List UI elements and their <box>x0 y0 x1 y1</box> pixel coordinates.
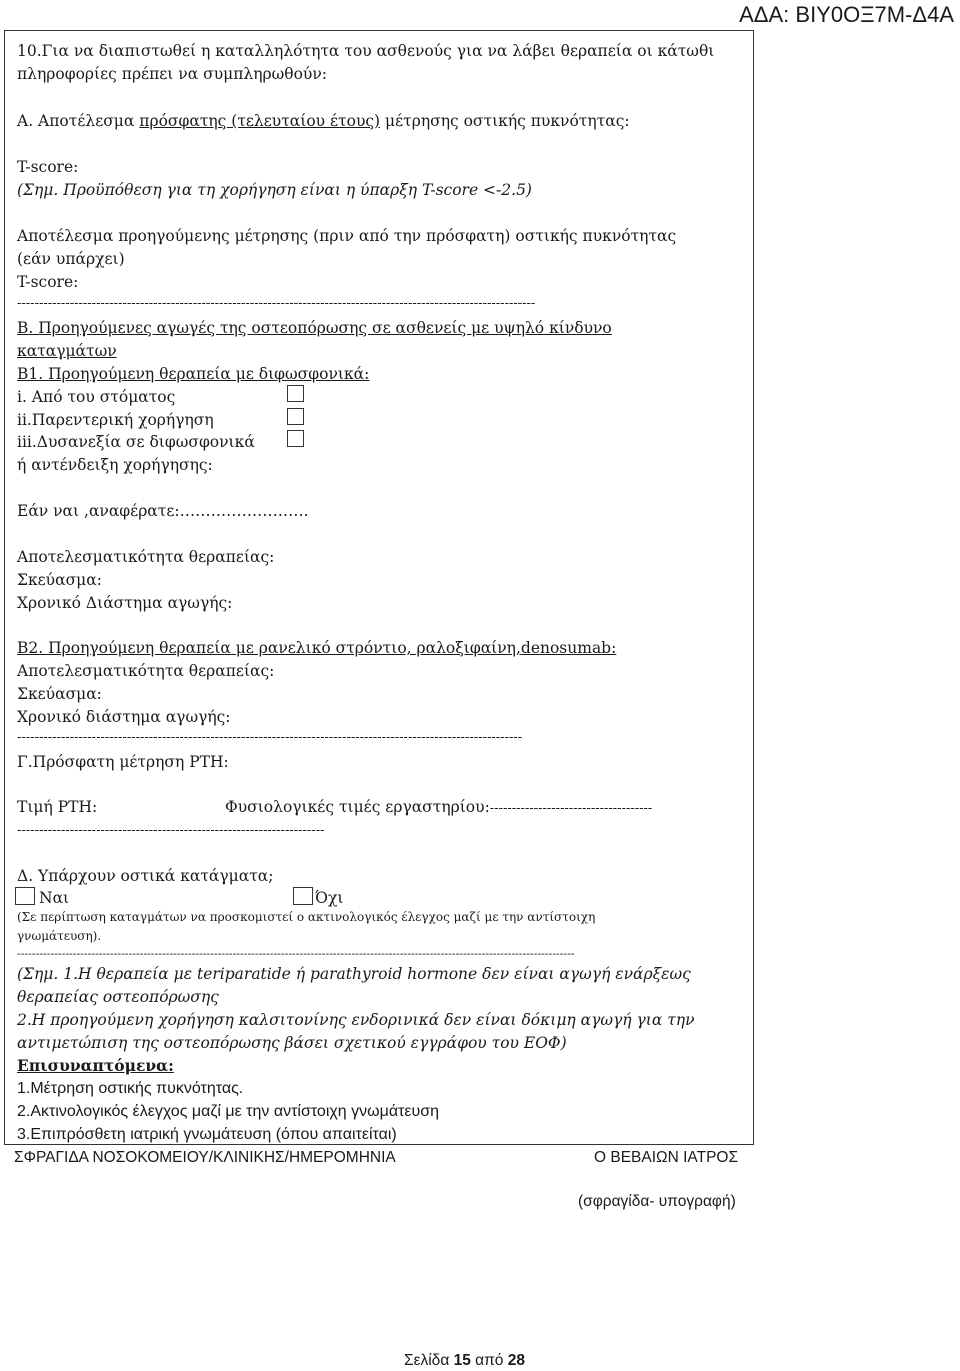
ada-code: ΑΔΑ: ΒΙΥ0ΟΞ7Μ-Δ4Α <box>739 2 954 27</box>
note1-line1: (Σημ. 1.Η θεραπεία με teriparatide ή parathyroid hormone δεν είναι αγωγή ενάρξεως <box>17 965 691 983</box>
sectionB-title1: Β. Προηγούμενες αγωγές της οστεοπόρωσης σε ασθενείς με υψηλό κίνδυνο <box>17 319 612 337</box>
page-number: Σελίδα 15 από 28 <box>404 1352 525 1369</box>
separator-3: ---------------------------------------------------------------------- <box>17 823 325 838</box>
pth-value-field: Τιμή PTH: <box>17 798 98 816</box>
checkbox-no[interactable] <box>293 887 313 905</box>
form-frame <box>4 30 754 1145</box>
attachment-3: 3.Επιπρόσθετη ιατρική γνωμάτευση (όπου απαιτείται) <box>17 1126 397 1143</box>
checkbox-yes[interactable] <box>15 887 35 905</box>
preparation-field: Σκεύασμα: <box>17 571 102 589</box>
section10-line1: 10.Για να διαπιστωθεί η καταλληλότητα του ασθενούς για να λάβει θεραπεία οι κάτωθι <box>17 42 715 60</box>
preparation2-field: Σκεύασμα: <box>17 685 102 703</box>
sectionB-title2: καταγμάτων <box>17 342 117 360</box>
fracture-note-line1: (Σε περίπτωση καταγμάτων να προσκομιστεί ο ακτινολογικός έλεγχος μαζί με την αντίστοιχη <box>17 910 596 924</box>
option-intolerance-cont: ή αντένδειξη χορήγησης: <box>17 456 213 474</box>
effectiveness-field: Αποτελεσματικότητα θεραπείας: <box>17 548 275 566</box>
signature-label: (σφραγίδα- υπογραφή) <box>578 1193 736 1210</box>
separator-1: ---------------------------------------------------------------------------------------------------------------------- <box>17 296 536 311</box>
hospital-stamp-label: ΣΦΡΑΓΙΔΑ ΝΟΣΟΚΟΜΕΙΟΥ/ΚΛΙΝΙΚΗΣ/ΗΜΕΡΟΜΗΝΙΑ <box>14 1149 396 1166</box>
period2-field: Χρονικό διάστημα αγωγής: <box>17 708 231 726</box>
option-intolerance: iii.Δυσανεξία σε διφωσφονικά <box>17 433 255 451</box>
checkbox-oral[interactable] <box>287 385 304 402</box>
note2-line2: αντιμετώπιση της οστεοπόρωσης βάσει σχετικού εγγράφου του ΕΟΦ) <box>17 1034 567 1052</box>
period-field: Χρονικό Διάστημα αγωγής: <box>17 594 233 612</box>
b2-title: Β2. Προηγούμενη θεραπεία με ρανελικό στρόντιο, ραλοξιφαίνη,denosumab: <box>17 639 617 657</box>
if-yes-field: Εάν ναι ,αναφέρατε:……………………. <box>17 502 309 520</box>
no-label: Όχι <box>315 889 344 907</box>
doctor-label: Ο ΒΕΒΑΙΩΝ ΙΑΤΡΟΣ <box>594 1149 739 1166</box>
attachment-1: 1.Μέτρηση οστικής πυκνότητας. <box>17 1080 244 1097</box>
sectionA-title: Α. Αποτέλεσμα πρόσφατης (τελευταίου έτους) μέτρησης οστικής πυκνότητας: <box>17 112 630 130</box>
effectiveness2-field: Αποτελεσματικότητα θεραπείας: <box>17 662 275 680</box>
prev-measure-line1: Αποτέλεσμα προηγούμενης μέτρησης (πριν από την πρόσφατη) οστικής πυκνότητας <box>17 227 677 245</box>
section10-line2: πληροφορίες πρέπει να συμπληρωθούν: <box>17 65 327 83</box>
fracture-note-line2: γνωμάτευση). <box>17 929 102 943</box>
option-parenteral: ii.Παρεντερική χορήγηση <box>17 411 214 429</box>
tscore-label: T-score: <box>17 158 79 176</box>
separator-2: ------------------------------------------------------------------------------------------------------------------- <box>17 730 523 745</box>
yes-label: Ναι <box>39 889 70 907</box>
note1-line2: θεραπείας οστεοπόρωσης <box>17 988 219 1006</box>
tscore2-label: T-score: <box>17 273 79 291</box>
checkbox-parenteral[interactable] <box>287 408 304 425</box>
attachment-2: 2.Ακτινολογικός έλεγχος μαζί με την αντίστοιχη γνωμάτευση <box>17 1103 440 1120</box>
b1-title: Β1. Προηγούμενη θεραπεία με διφωσφονικά: <box>17 365 370 383</box>
checkbox-intolerance[interactable] <box>287 430 304 447</box>
sectionD-title: Δ. Υπάρχουν οστικά κατάγματα; <box>17 867 274 885</box>
sectionC-title: Γ.Πρόσφατη μέτρηση PTH: <box>17 753 229 771</box>
note2-line1: 2.Η προηγούμενη χορήγηση καλσιτονίνης ενδορινικά δεν είναι δόκιμη αγωγή για την <box>17 1011 695 1029</box>
attachments-title: Επισυναπτόμενα: <box>17 1056 174 1075</box>
tscore-note: (Σημ. Προϋπόθεση για τη χορήγηση είναι η ύπαρξη T-score <-2.5) <box>17 181 532 199</box>
separator-4: ------------------------------------------------------------------------------------------------------------------------------------------------------ <box>17 947 575 960</box>
pth-normal-field: Φυσιολογικές τιμές εργαστηρίου:------------------------------------- <box>225 798 653 816</box>
option-oral: i. Από του στόματος <box>17 388 176 406</box>
prev-measure-line2: (εάν υπάρχει) <box>17 250 125 268</box>
